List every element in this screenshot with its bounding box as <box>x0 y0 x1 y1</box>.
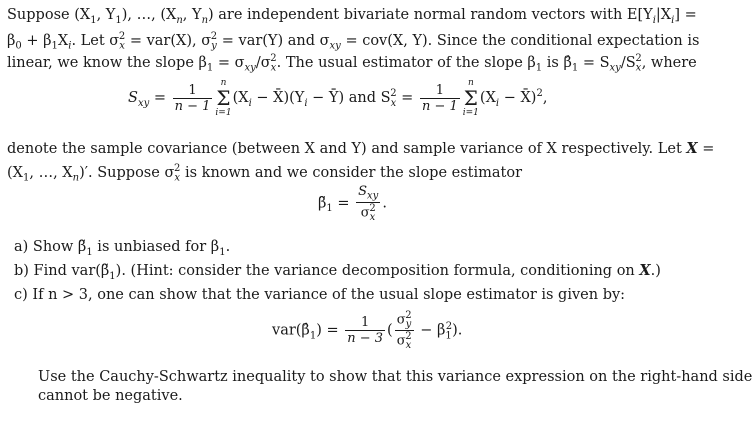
item-a: a) Show $\betã_1$ is unbiased for $\beta_1$. <box>14 239 231 258</box>
intro-line-1: Suppose ($X_1$, $Y_1$), …, ($X_n$, $Y_n$) are independent bivariate normal random vectors with $E[Y_i|X_i]$ = <box>7 7 697 26</box>
para2-line-1: denote the sample covariance (between X and Y) and sample variance of X respectively. Let X = <box>7 140 715 157</box>
intro-line-3: linear, we know the slope $\beta_1 = \sigma_{xy}/\sigma_x^2$. The usual estimator of the slope $\beta_1$ is $\betâ_1 = S_{xy}/S_x^2$, where <box>7 53 697 74</box>
item-b: b) Find $var(\betã_1)$. (Hint: consider the variance decomposition formula, conditioning on X.) <box>14 262 661 282</box>
intro-line-2: $\beta_0 + \beta_1X_i$. Let $\sigma_x^2 = var(X)$, $\sigma_y^2 = var(Y)$ and $\sigma_{xy} = cov(X$, Y). Since the conditional expectation is <box>7 31 700 52</box>
closing-line-2: cannot be negative. <box>38 388 183 404</box>
para2-line-2: ($X_1$, …, $X_n)'$. Suppose $\sigma_x^2$ is known and we consider the slope estimator <box>7 163 523 184</box>
closing-line-1: Use the Cauchy-Schwartz inequality to show that this variance expression on the right-hand side <box>38 369 752 385</box>
formula-slope-estimator: $\betã_1$ = $\frac{S_{xy}}{\sigma_x^2}$ . <box>318 184 387 223</box>
formula-sample-covariance-variance: $S_{xy}$ = $\frac{1}{n - 1}$ n Σ i=1 ($X_i$ − $X̄)(Y_i$ − Ȳ) and $S_x^2$ = $\frac{1}{n - 1}$ n Σ i=1 ($X_i$ − X̄)$^2$, <box>128 78 548 118</box>
formula-variance-usual-estimator: $var(\betâ_1)$ = $\frac{1}{n - 3}$ ( $\frac{\sigma_y^2}{\sigma_x^2}$ − $\beta_1^2$). <box>272 310 463 351</box>
item-c: c) If n > 3, one can show that the variance of the usual slope estimator is given by: <box>14 287 626 303</box>
